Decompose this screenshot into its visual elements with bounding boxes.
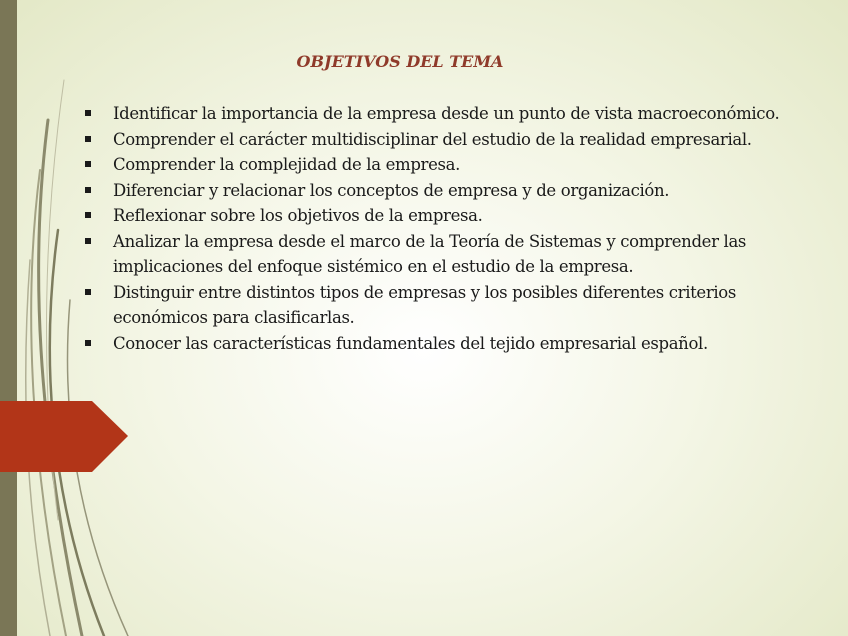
- square-bullet-icon: [85, 238, 91, 244]
- square-bullet-icon: [85, 289, 91, 295]
- objective-text: Distinguir entre distintos tipos de empresas y los posibles diferentes criterios económicos para clasificarlas.: [113, 282, 736, 327]
- square-bullet-icon: [85, 136, 91, 142]
- square-bullet-icon: [85, 340, 91, 346]
- square-bullet-icon: [85, 187, 91, 193]
- square-bullet-icon: [85, 212, 91, 218]
- slide-title: OBJETIVOS DEL TEMA: [296, 52, 504, 71]
- objective-text: Analizar la empresa desde el marco de la Teoría de Sistemas y comprender las implicaciones del enfoque sistémico en el estudio de la empresa.: [113, 231, 747, 276]
- objective-text: Comprender la complejidad de la empresa.: [113, 155, 460, 174]
- list-item: [85, 101, 823, 127]
- list-item: [85, 331, 823, 357]
- square-bullet-icon: [85, 110, 91, 116]
- list-item: [85, 152, 823, 178]
- list-item: [85, 127, 823, 153]
- list-item: [85, 178, 823, 204]
- objective-text: Comprender el carácter multidisciplinar del estudio de la realidad empresarial.: [113, 129, 752, 149]
- objective-text: Reflexionar sobre los objetivos de la empresa.: [113, 206, 483, 225]
- objective-text: Diferenciar y relacionar los conceptos de empresa y de organización.: [113, 180, 670, 200]
- objective-text: Conocer las características fundamentales del tejido empresarial español.: [113, 333, 708, 353]
- square-bullet-icon: [85, 161, 91, 167]
- objectives-list: [85, 101, 823, 356]
- list-item: [85, 229, 823, 280]
- list-item: [85, 280, 823, 331]
- objective-text: Identificar la importancia de la empresa desde un punto de vista macroeconómico.: [113, 104, 780, 123]
- list-item: [85, 203, 823, 229]
